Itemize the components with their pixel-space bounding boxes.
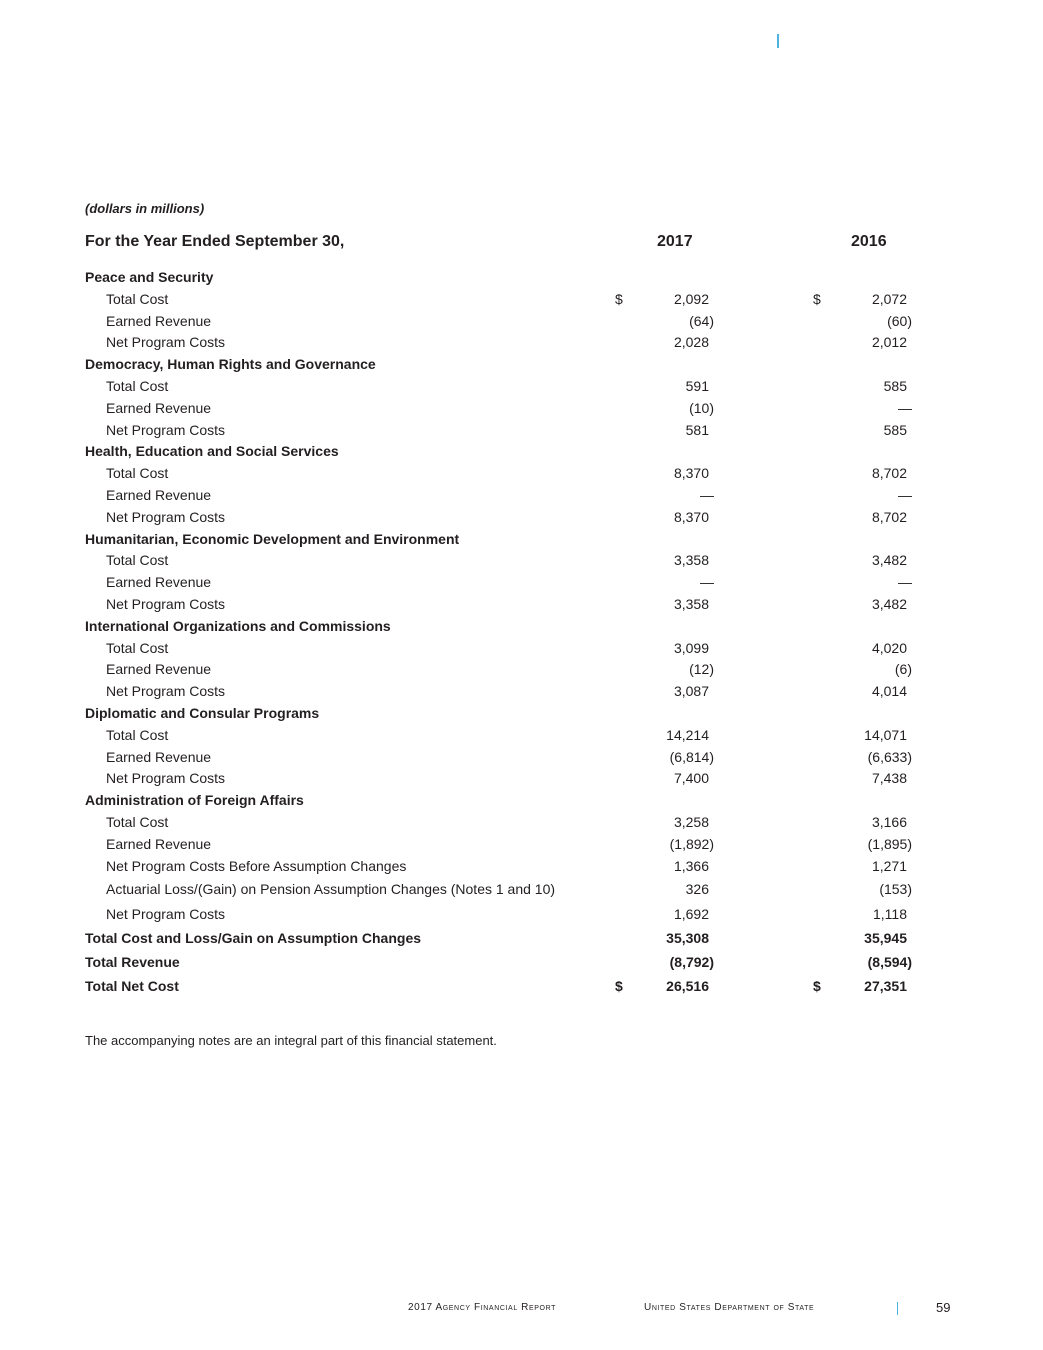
value-2016: 2,072 bbox=[871, 290, 907, 307]
value-2017: (10) bbox=[689, 399, 714, 416]
value-2016: 585 bbox=[883, 377, 907, 394]
value-2016: (6,633) bbox=[867, 748, 912, 765]
value-2016: (60) bbox=[887, 312, 912, 329]
row-label: Total Cost bbox=[106, 377, 169, 394]
table-row bbox=[0, 681, 1043, 703]
row-label: Net Program Costs bbox=[106, 683, 226, 700]
row-label: Diplomatic and Consular Programs bbox=[85, 704, 320, 721]
row-label: Democracy, Human Rights and Governance bbox=[85, 356, 376, 373]
table-row bbox=[0, 420, 1043, 442]
value-2017: 3,087 bbox=[673, 683, 709, 700]
value-2017: 7,400 bbox=[673, 770, 709, 787]
row-label: Earned Revenue bbox=[106, 312, 212, 329]
table-row bbox=[0, 856, 1043, 878]
section-header-row bbox=[0, 529, 1043, 551]
row-label: Actuarial Loss/(Gain) on Pension Assumption Changes (Notes 1 and 10) bbox=[106, 881, 556, 898]
table-row bbox=[0, 550, 1043, 572]
table-row bbox=[0, 768, 1043, 790]
row-label: International Organizations and Commissions bbox=[85, 617, 391, 634]
value-2017: 1,366 bbox=[673, 857, 709, 874]
total-row bbox=[0, 950, 1043, 974]
table-row bbox=[0, 638, 1043, 660]
value-2016: 35,945 bbox=[864, 929, 907, 946]
row-label: Earned Revenue bbox=[106, 661, 212, 678]
value-2016: — bbox=[898, 399, 912, 416]
section-header-row bbox=[0, 441, 1043, 463]
table-row bbox=[0, 659, 1043, 681]
footer-report-title: 2017 Agency Financial Report bbox=[408, 1302, 556, 1313]
value-2017: 326 bbox=[685, 881, 709, 898]
row-label: Earned Revenue bbox=[106, 399, 212, 416]
value-2016: 14,071 bbox=[864, 726, 907, 743]
row-label: Earned Revenue bbox=[106, 748, 212, 765]
row-label: Total Net Cost bbox=[85, 978, 179, 995]
section-header-row bbox=[0, 616, 1043, 638]
table-row bbox=[0, 311, 1043, 333]
value-2017: 581 bbox=[685, 421, 709, 438]
table-row bbox=[0, 507, 1043, 529]
value-2017: 26,516 bbox=[666, 978, 709, 995]
value-2016: 3,166 bbox=[871, 813, 907, 830]
table-row bbox=[0, 812, 1043, 834]
dollar-sign: $ bbox=[615, 978, 623, 995]
row-label: Peace and Security bbox=[85, 269, 214, 285]
table-row bbox=[0, 463, 1043, 485]
row-label: Total Cost bbox=[106, 726, 169, 743]
table-row bbox=[0, 902, 1043, 926]
value-2016: (6) bbox=[894, 661, 912, 678]
row-label: Total Cost and Loss/Gain on Assumption Changes bbox=[85, 929, 422, 946]
table-row bbox=[0, 398, 1043, 420]
value-2016: 3,482 bbox=[871, 595, 907, 612]
value-2017: 8,370 bbox=[673, 465, 709, 482]
value-2017: 3,358 bbox=[673, 552, 709, 569]
table-row bbox=[0, 725, 1043, 747]
value-2017: 2,092 bbox=[673, 290, 709, 307]
row-label: Net Program Costs bbox=[106, 770, 226, 787]
value-2016: 585 bbox=[883, 421, 907, 438]
value-2017: (64) bbox=[689, 312, 714, 329]
value-2017: 8,370 bbox=[673, 508, 709, 525]
value-2017: 3,099 bbox=[673, 639, 709, 656]
row-label: Earned Revenue bbox=[106, 835, 212, 852]
units-note: (dollars in millions) bbox=[85, 201, 205, 216]
value-2016: — bbox=[898, 574, 912, 591]
row-label: Humanitarian, Economic Development and Environment bbox=[85, 530, 460, 547]
value-2016: (153) bbox=[879, 881, 912, 898]
table-row bbox=[0, 877, 1043, 901]
section-header-row bbox=[0, 703, 1043, 725]
value-2017: 591 bbox=[685, 377, 709, 394]
footnote: The accompanying notes are an integral part of this financial statement. bbox=[85, 1033, 497, 1048]
row-label: Administration of Foreign Affairs bbox=[85, 792, 304, 809]
footer-divider bbox=[897, 1302, 898, 1315]
value-2017: (1,892) bbox=[669, 835, 714, 852]
row-label: Health, Education and Social Services bbox=[85, 443, 339, 460]
value-2016: 4,020 bbox=[871, 639, 907, 656]
value-2017: (8,792) bbox=[669, 953, 714, 970]
row-label: Total Cost bbox=[106, 639, 169, 656]
row-label: Total Cost bbox=[106, 552, 169, 569]
value-2016: (8,594) bbox=[867, 953, 912, 970]
total-row bbox=[0, 974, 1043, 998]
value-2016: 27,351 bbox=[864, 978, 907, 995]
dollar-sign: $ bbox=[813, 290, 821, 307]
value-2017: 3,358 bbox=[673, 595, 709, 612]
row-label: Net Program Costs bbox=[106, 508, 226, 525]
table-row bbox=[0, 594, 1043, 616]
value-2017: — bbox=[700, 486, 714, 503]
value-2017: 14,214 bbox=[666, 726, 709, 743]
value-2017: 3,258 bbox=[673, 813, 709, 830]
value-2016: 7,438 bbox=[871, 770, 907, 787]
row-label: Total Revenue bbox=[85, 953, 180, 970]
table-row bbox=[0, 289, 1043, 311]
row-label: Net Program Costs bbox=[106, 421, 226, 438]
row-label: Total Cost bbox=[106, 813, 169, 830]
section-header-row bbox=[0, 354, 1043, 376]
value-2017: 1,692 bbox=[673, 905, 709, 922]
footer-department: United States Department of State bbox=[644, 1302, 815, 1313]
value-2016: 2,012 bbox=[871, 334, 907, 351]
value-2016: 3,482 bbox=[871, 552, 907, 569]
table-title: For the Year Ended September 30, bbox=[85, 233, 345, 250]
row-label: Earned Revenue bbox=[106, 486, 212, 503]
statement-table bbox=[0, 267, 1043, 998]
row-label: Net Program Costs bbox=[106, 905, 226, 922]
row-label: Net Program Costs bbox=[106, 334, 226, 351]
value-2017: — bbox=[700, 574, 714, 591]
value-2017: (6,814) bbox=[669, 748, 714, 765]
value-2016: 1,118 bbox=[873, 905, 907, 922]
table-row bbox=[0, 376, 1043, 398]
value-2016: 8,702 bbox=[871, 508, 907, 525]
value-2016: — bbox=[898, 486, 912, 503]
value-2016: 4,014 bbox=[871, 683, 907, 700]
table-row bbox=[0, 747, 1043, 769]
column-header-2016: 2016 bbox=[851, 233, 887, 250]
value-2017: 2,028 bbox=[673, 334, 709, 351]
total-row bbox=[0, 926, 1043, 950]
column-header-2017: 2017 bbox=[657, 233, 693, 250]
value-2017: 35,308 bbox=[666, 929, 709, 946]
value-2016: 8,702 bbox=[871, 465, 907, 482]
section-header-row bbox=[0, 790, 1043, 812]
row-label: Total Cost bbox=[106, 290, 169, 307]
table-row bbox=[0, 332, 1043, 354]
table-row bbox=[0, 834, 1043, 856]
table-row bbox=[0, 485, 1043, 507]
row-label: Net Program Costs Before Assumption Changes bbox=[106, 857, 407, 874]
table-row bbox=[0, 572, 1043, 594]
value-2016: 1,271 bbox=[871, 857, 907, 874]
header-accent-bar bbox=[777, 34, 779, 48]
section-header-row bbox=[0, 267, 1043, 289]
dollar-sign: $ bbox=[813, 978, 821, 995]
value-2016: (1,895) bbox=[867, 835, 912, 852]
row-label: Total Cost bbox=[106, 465, 169, 482]
value-2017: (12) bbox=[689, 661, 714, 678]
page-number: 59 bbox=[936, 1300, 951, 1315]
row-label: Net Program Costs bbox=[106, 595, 226, 612]
dollar-sign: $ bbox=[615, 290, 623, 307]
row-label: Earned Revenue bbox=[106, 574, 212, 591]
